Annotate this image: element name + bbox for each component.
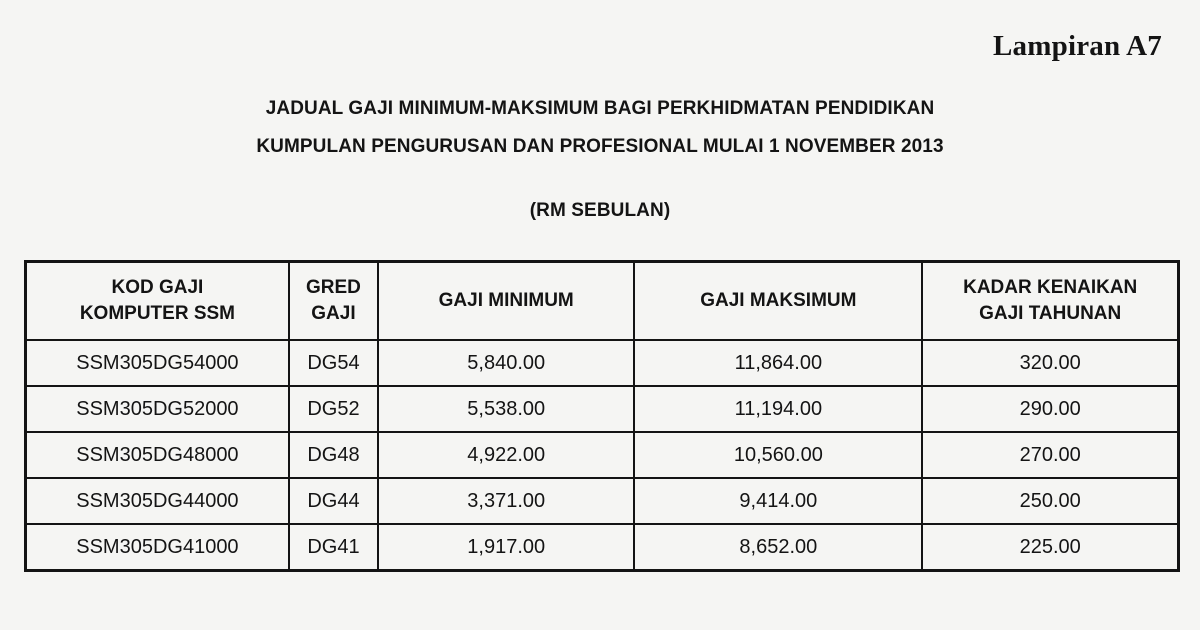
cell-grade: DG54 <box>289 340 378 386</box>
cell-grade: DG41 <box>289 524 378 571</box>
appendix-label: Lampiran A7 <box>993 30 1162 62</box>
cell-min-salary: 3,371.00 <box>378 478 634 524</box>
table-header-row <box>26 262 1179 341</box>
cell-max-salary: 11,864.00 <box>634 340 922 386</box>
cell-min-salary: 1,917.00 <box>378 524 634 571</box>
cell-min-salary: 4,922.00 <box>378 432 634 478</box>
header-max-salary-label: GAJI MAKSIMUM <box>700 290 857 311</box>
document-title-line-1: JADUAL GAJI MINIMUM-MAKSIMUM BAGI PERKHIDMATAN PENDIDIKAN <box>265 98 935 119</box>
salary-table <box>24 260 1180 572</box>
cell-annual-increment: 225.00 <box>922 524 1178 571</box>
header-grade-line2: GAJI <box>311 303 356 324</box>
table-row <box>26 432 1179 478</box>
cell-min-salary: 5,840.00 <box>378 340 634 386</box>
header-salary-code-line2: KOMPUTER SSM <box>79 303 235 324</box>
header-salary-code <box>26 262 289 341</box>
cell-annual-increment: 270.00 <box>922 432 1178 478</box>
cell-min-salary: 5,538.00 <box>378 386 634 432</box>
currency-unit-label: (RM SEBULAN) <box>529 200 671 221</box>
header-grade-line1: GRED <box>306 277 361 298</box>
cell-salary-code: SSM305DG44000 <box>26 478 289 524</box>
header-annual-increment-line2: GAJI TAHUNAN <box>979 303 1122 324</box>
cell-grade: DG48 <box>289 432 378 478</box>
cell-annual-increment: 250.00 <box>922 478 1178 524</box>
cell-salary-code: SSM305DG41000 <box>26 524 289 571</box>
cell-salary-code: SSM305DG52000 <box>26 386 289 432</box>
cell-annual-increment: 290.00 <box>922 386 1178 432</box>
cell-annual-increment: 320.00 <box>922 340 1178 386</box>
cell-salary-code: SSM305DG54000 <box>26 340 289 386</box>
header-min-salary <box>378 262 634 341</box>
header-max-salary <box>634 262 922 341</box>
table-row <box>26 340 1179 386</box>
cell-grade: DG44 <box>289 478 378 524</box>
document-title-line-2: KUMPULAN PENGURUSAN DAN PROFESIONAL MULAI 1 NOVEMBER 2013 <box>256 136 944 157</box>
table-row <box>26 386 1179 432</box>
table-row <box>26 524 1179 571</box>
header-salary-code-line1: KOD GAJI <box>111 277 204 298</box>
header-annual-increment-line1: KADAR KENAIKAN <box>963 277 1138 298</box>
cell-salary-code: SSM305DG48000 <box>26 432 289 478</box>
cell-max-salary: 10,560.00 <box>634 432 922 478</box>
cell-max-salary: 8,652.00 <box>634 524 922 571</box>
header-min-salary-label: GAJI MINIMUM <box>438 290 574 311</box>
header-grade <box>289 262 378 341</box>
cell-max-salary: 11,194.00 <box>634 386 922 432</box>
table-row <box>26 478 1179 524</box>
cell-grade: DG52 <box>289 386 378 432</box>
cell-max-salary: 9,414.00 <box>634 478 922 524</box>
header-annual-increment <box>922 262 1178 341</box>
